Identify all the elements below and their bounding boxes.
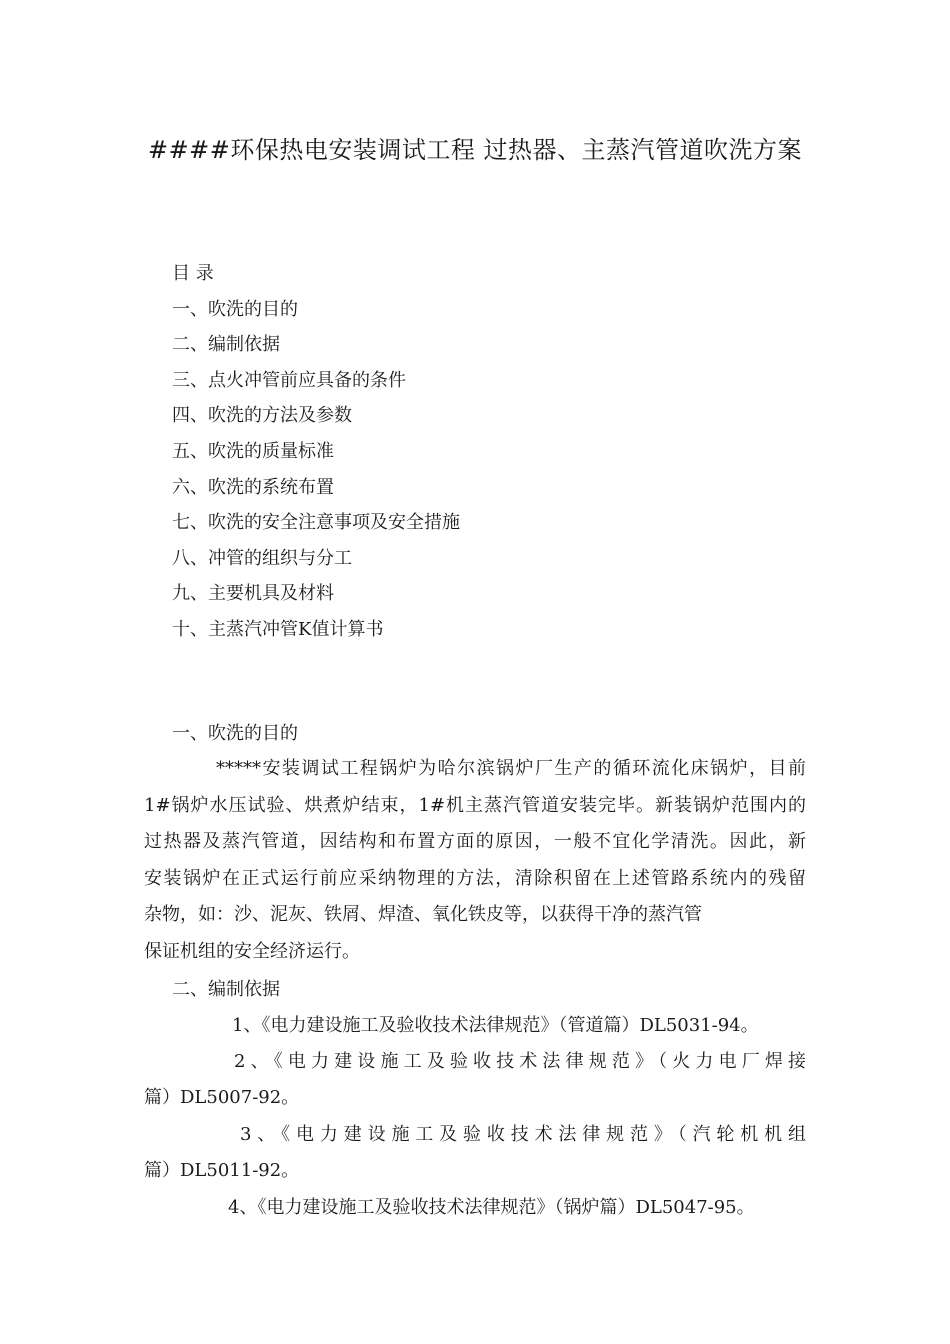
section-paragraph-purpose — [144, 751, 806, 971]
reference-line: 3、《电力建设施工及验收技术法律规范》（汽轮机机组 — [240, 1124, 806, 1145]
toc-item: 九、主要机具及材料 — [172, 583, 334, 605]
paragraph-line: 安装锅炉在正式运行前应采纳物理的方法，清除积留在上述管路系统内的残留 — [144, 867, 806, 889]
reference-item — [144, 1044, 806, 1117]
reference-line: 4、《电力建设施工及验收技术法律规范》（锅炉篇）DL5047-95。 — [228, 1197, 755, 1218]
paragraph-line: 保证机组的安全经济运行。 — [144, 940, 360, 962]
paragraph-line: 1#锅炉水压试验、烘煮炉结束，1#机主蒸汽管道安装完毕。新装锅炉范围内的 — [144, 794, 806, 816]
reference-item — [144, 1117, 806, 1190]
toc-item: 六、吹洗的系统布置 — [172, 476, 334, 498]
toc-item: 四、吹洗的方法及参数 — [172, 405, 352, 427]
toc-heading: 目 录 — [172, 263, 214, 284]
toc-item: 一、吹洗的目的 — [172, 298, 298, 320]
toc-item: 五、吹洗的质量标准 — [172, 440, 334, 462]
reference-item — [144, 1008, 806, 1044]
reference-line: 篇）DL5007-92。 — [144, 1087, 300, 1109]
paragraph-line: *****安装调试工程锅炉为哈尔滨锅炉厂生产的循环流化床锅炉，目前 — [216, 758, 806, 779]
toc-item: 七、吹洗的安全注意事项及安全措施 — [172, 512, 460, 534]
reference-line: 1、《电力建设施工及验收技术法律规范》（管道篇）DL5031-94。 — [232, 1015, 759, 1036]
toc-item: 八、冲管的组织与分工 — [172, 547, 352, 569]
toc-item: 十、主蒸汽冲管K值计算书 — [172, 618, 384, 640]
section-heading-purpose: 一、吹洗的目的 — [172, 723, 298, 744]
document-title: ####环保热电安装调试工程 过热器、主蒸汽管道吹洗方案 — [147, 136, 803, 164]
paragraph-line: 过热器及蒸汽管道，因结构和布置方面的原因，一般不宜化学清洗。因此，新 — [144, 831, 806, 853]
table-of-contents — [172, 256, 812, 648]
toc-item: 二、编制依据 — [172, 334, 280, 356]
reference-line: 2、《电力建设施工及验收技术法律规范》（火力电厂焊接 — [234, 1051, 806, 1072]
toc-item: 三、点火冲管前应具备的条件 — [172, 369, 406, 391]
reference-line: 篇）DL5011-92。 — [144, 1160, 300, 1182]
reference-item — [144, 1190, 806, 1226]
paragraph-line: 杂物，如：沙、泥灰、铁屑、焊渣、氧化铁皮等，以获得干净的蒸汽管 — [144, 904, 702, 926]
section-heading-basis: 二、编制依据 — [172, 979, 280, 1000]
